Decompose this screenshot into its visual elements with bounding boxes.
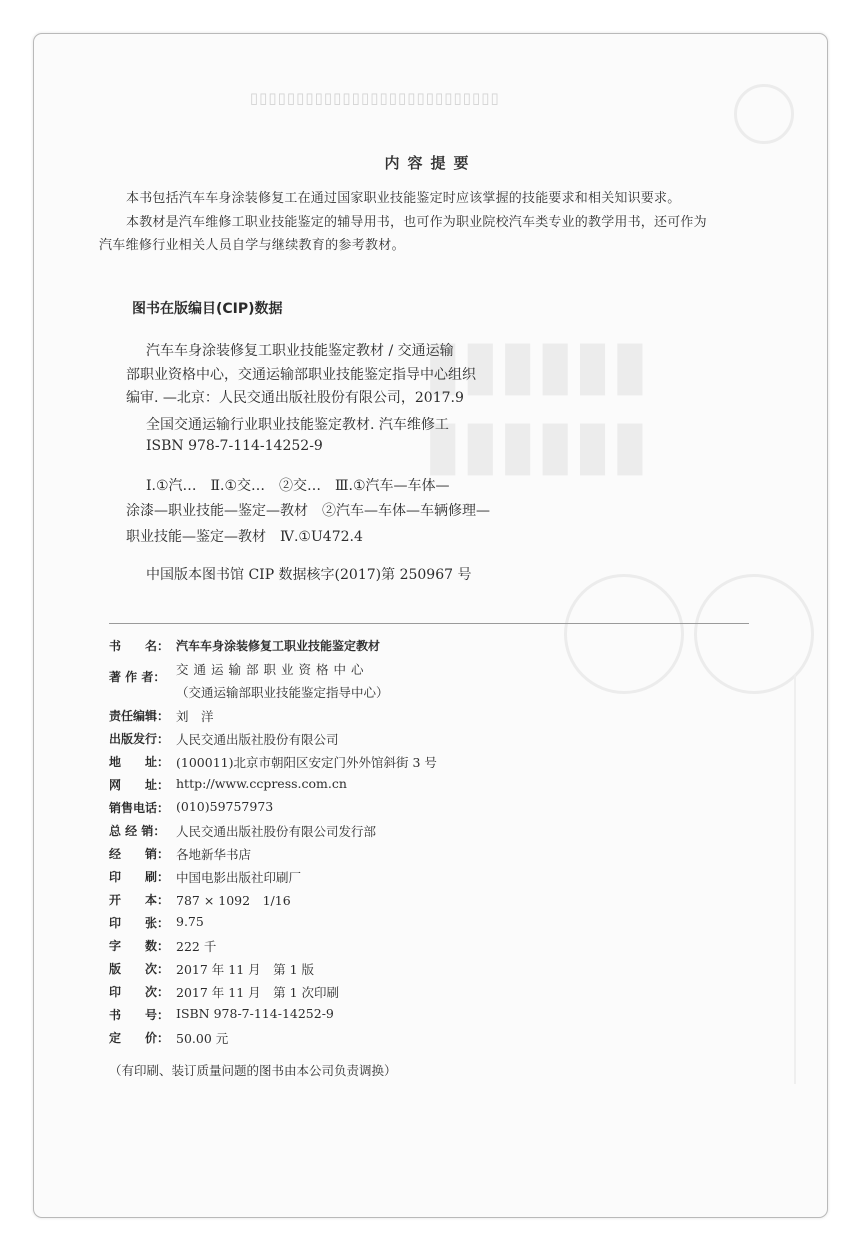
impression-label: 印 次： — [109, 985, 170, 999]
cip-line: 汽车车身涂装修复工职业技能鉴定教材 / 交通运输 — [146, 343, 454, 359]
show-through-header: ▯▯▯▯▯▯▯▯▯▯▯▯▯▯▯▯▯▯▯▯▯▯▯▯▯▯▯ — [249, 89, 499, 107]
edition-value: 2017 年 11 月 第 1 版 — [176, 962, 315, 977]
copyright-page — [33, 33, 828, 1218]
editor-value: 刘 洋 — [176, 709, 214, 724]
publisher-label: 出版发行： — [109, 732, 170, 746]
cip-line: 全国交通运输行业职业技能鉴定教材. 汽车维修工 — [146, 417, 449, 433]
quality-footnote: （有印刷、装订质量问题的图书由本公司负责调换） — [109, 1063, 397, 1078]
price-label: 定 价： — [109, 1031, 170, 1045]
format-value: 787 × 1092 1/16 — [176, 893, 291, 908]
phone-value: (010)59757973 — [176, 799, 274, 814]
sheets-value: 9.75 — [176, 914, 204, 929]
cip-line: ISBN 978-7-114-14252-9 — [146, 438, 323, 454]
show-through-circle-1 — [564, 574, 684, 694]
words-value: 222 千 — [176, 939, 217, 954]
printer-label: 印 刷： — [109, 870, 170, 884]
summary-paragraph-3: 汽车维修行业相关人员自学与继续教育的参考教材。 — [99, 238, 405, 253]
cip-heading: 图书在版编目(CIP)数据 — [132, 301, 283, 317]
format-label: 开 本： — [109, 893, 170, 907]
website-label: 网 址： — [109, 778, 170, 792]
edition-label: 版 次： — [109, 962, 170, 976]
cip-line: Ⅰ.①汽… Ⅱ.①交… ②交… Ⅲ.①汽车—车体— — [146, 478, 450, 494]
author-value-line-1: 交通运输部职业资格中心 — [176, 662, 369, 677]
distributor-value: 人民交通出版社股份有限公司发行部 — [176, 824, 377, 839]
show-through-title-1: ▮▮▮▮▮▮ — [424, 324, 649, 404]
seller-value: 各地新华书店 — [176, 847, 252, 862]
show-through-edge — [794, 674, 828, 1084]
printer-value: 中国电影出版社印刷厂 — [176, 870, 302, 885]
distributor-label: 总 经 销： — [109, 824, 166, 838]
cip-record-number: 中国版本图书馆 CIP 数据核字(2017)第 250967 号 — [146, 567, 472, 583]
words-label: 字 数： — [109, 939, 170, 953]
cip-line: 职业技能—鉴定—教材 Ⅳ.①U472.4 — [126, 529, 363, 545]
publisher-value: 人民交通出版社股份有限公司 — [176, 732, 339, 747]
sheets-label: 印 张： — [109, 916, 170, 930]
author-label: 著 作 者： — [109, 670, 166, 684]
website-value: http://www.ccpress.com.cn — [176, 776, 347, 791]
cip-line: 编审. —北京：人民交通出版社股份有限公司，2017.9 — [126, 390, 464, 406]
author-value-line-2: （交通运输部职业技能鉴定指导中心） — [176, 685, 389, 700]
editor-label: 责任编辑： — [109, 709, 170, 723]
divider-rule — [109, 623, 749, 624]
summary-title: 内容提要 — [384, 154, 477, 172]
book-name-label: 书 名： — [109, 639, 170, 653]
summary-paragraph-1: 本书包括汽车车身涂装修复工在通过国家职业技能鉴定时应该掌握的技能要求和相关知识要求。 — [126, 191, 681, 206]
book-name-value: 汽车车身涂装修复工职业技能鉴定教材 — [176, 639, 381, 653]
price-value: 50.00 元 — [176, 1031, 229, 1046]
show-through-title-2: ▮▮▮▮▮▮ — [424, 404, 649, 484]
show-through-circle-3 — [734, 84, 794, 144]
isbn-label: 书 号： — [109, 1008, 170, 1022]
seller-label: 经 销： — [109, 847, 170, 861]
isbn-value: ISBN 978-7-114-14252-9 — [176, 1006, 334, 1021]
cip-line: 涂漆—职业技能—鉴定—教材 ②汽车—车体—车辆修理— — [126, 503, 490, 519]
cip-line: 部职业资格中心，交通运输部职业技能鉴定指导中心组织 — [126, 367, 476, 383]
address-label: 地 址： — [109, 755, 170, 769]
address-value: (100011)北京市朝阳区安定门外外馆斜街 3 号 — [176, 755, 437, 770]
phone-label: 销售电话： — [109, 801, 170, 815]
impression-value: 2017 年 11 月 第 1 次印刷 — [176, 985, 340, 1000]
summary-paragraph-2: 本教材是汽车维修工职业技能鉴定的辅导用书，也可作为职业院校汽车类专业的教学用书，还可作为 — [126, 215, 707, 230]
